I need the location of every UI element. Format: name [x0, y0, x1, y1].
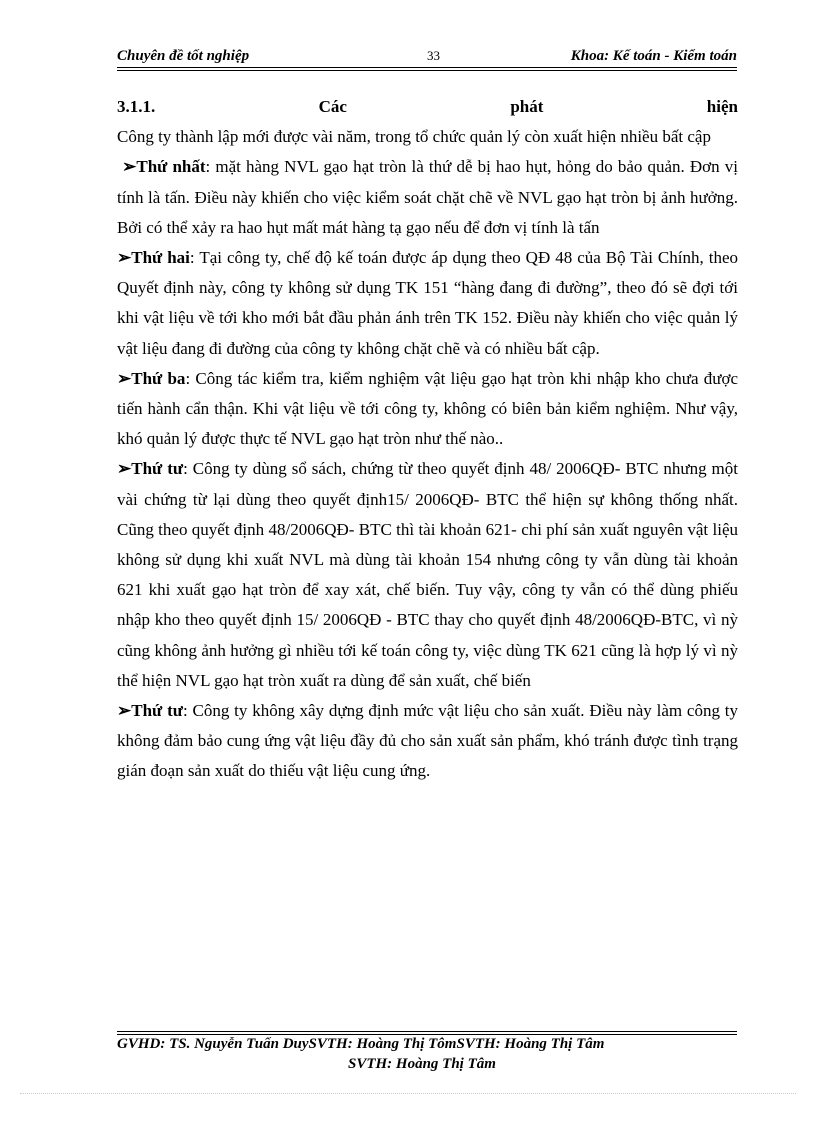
intro-paragraph: Công ty thành lập mới được vài năm, trong tổ chức quản lý còn xuất hiện nhiều bất cập: [117, 127, 711, 147]
point-text: : Công ty dùng sổ sách, chứng từ theo quyết định 48/ 2006QĐ- BTC nhưng một vài chứng từ lại dùng theo quyết định15/ 2006QĐ- BTC thể hiện sự không thống nhất. Cũng theo quyết định 48/2006QĐ- BTC thì tài khoản 621- chi phí sản xuất nguyên vật liệu không sử dụng khi xuất NVL mà dùng tài khoản 154 nhưng công ty vẫn dùng tài khoản 621 khi xuất gạo hạt tròn để xay xát, chế biến. Tuy vậy, công ty vẫn có thể dùng phiếu nhập kho theo quyết định 15/ 2006QĐ - BTC thay cho quyết định 48/2006QĐ-BTC, vì nỳ cũng không ảnh hưởng gì nhiều tới kế toán công ty, việc dùng TK 621 cũng là hợp lý vì nỳ thể hiện NVL gạo hạt tròn xuất ra dùng để sản xuất, chế biến: [117, 459, 738, 690]
point-label: Thứ tư: [131, 701, 183, 721]
point-text: : Tại công ty, chế độ kế toán được áp dụng theo QĐ 48 của Bộ Tài Chính, theo Quyết định này, công ty không sử dụng TK 151 “hàng đang đi đường”, theo đó sẽ đợi tới khi vật liệu về tới kho mới bắt đầu phản ánh trên TK 152. Điều này khiến cho việc quản lý vật liệu đang đi đường của công ty không chặt chẽ và có nhiều bất cập.: [117, 248, 738, 358]
point-label: Thứ nhất: [136, 157, 206, 177]
section-word-2: phát: [510, 97, 544, 116]
arrow-bullet-icon: ➢: [117, 368, 132, 388]
point-text: : Công tác kiểm tra, kiểm nghiệm vật liệu gạo hạt tròn khi nhập kho chưa được tiến hành cẩn thận. Khi vật liệu về tới công ty, không có biên bản kiểm nghiệm. Như vậy, khó quản lý được thực tế NVL gạo hạt tròn như thế nào..: [117, 368, 738, 449]
point-label: Thứ tư: [131, 459, 184, 479]
header-rule-bottom: [117, 70, 737, 71]
section-number: 3.1.1.: [117, 97, 156, 116]
header-faculty: Khoa: Kế toán - Kiểm toán: [570, 48, 737, 64]
point-paragraph: [117, 696, 738, 787]
footer-rule-top: [117, 1031, 737, 1032]
footer-student-line: SVTH: Hoàng Thị Tâm: [348, 1056, 496, 1072]
document-body: [117, 92, 738, 787]
page-number: 33: [427, 48, 440, 63]
page-header: [117, 48, 737, 68]
page-edge-dotted-line: [20, 1093, 796, 1094]
arrow-bullet-icon: ➢: [117, 459, 132, 479]
point-text: : Công ty không xây dựng định mức vật liệu cho sản xuất. Điều này làm công ty không đảm bảo cung ứng vật liệu đầy đủ cho sản xuất sản phẩm, khó tránh được tình trạng gián đoạn sản xuất do thiếu vật liệu cung ứng.: [117, 701, 738, 781]
footer-rule-bottom: [117, 1034, 737, 1035]
arrow-bullet-icon: ➢: [117, 701, 132, 721]
point-paragraph: [117, 364, 738, 455]
point-label: Thứ hai: [131, 248, 190, 268]
point-text: : mặt hàng NVL gạo hạt tròn là thứ dễ bị hao hụt, hỏng do bảo quản. Đơn vị tính là tấn. Điều này khiến cho việc kiểm soát chặt chẽ về NVL gạo hạt tròn bị ảnh hưởng. Bởi có thể xảy ra hao hụt mất mát hàng tạ gạo nếu để đơn vị tính là tấn: [117, 157, 738, 237]
section-word-1: Các: [318, 97, 347, 116]
arrow-bullet-icon: ➢: [122, 157, 137, 177]
section-heading: [117, 92, 738, 122]
point-label: Thứ ba: [131, 368, 186, 388]
arrow-bullet-icon: ➢: [117, 248, 132, 268]
section-word-3: hiện: [706, 97, 738, 116]
point-paragraph: [117, 454, 738, 696]
point-paragraph: [117, 243, 738, 364]
header-rule-top: [117, 67, 737, 68]
header-title: Chuyên đề tốt nghiệp: [117, 48, 250, 64]
point-paragraph: [117, 152, 738, 243]
footer-supervisor-line: GVHD: TS. Nguyễn Tuấn DuySVTH: Hoàng Thị TômSVTH: Hoàng Thị Tâm: [117, 1036, 605, 1052]
